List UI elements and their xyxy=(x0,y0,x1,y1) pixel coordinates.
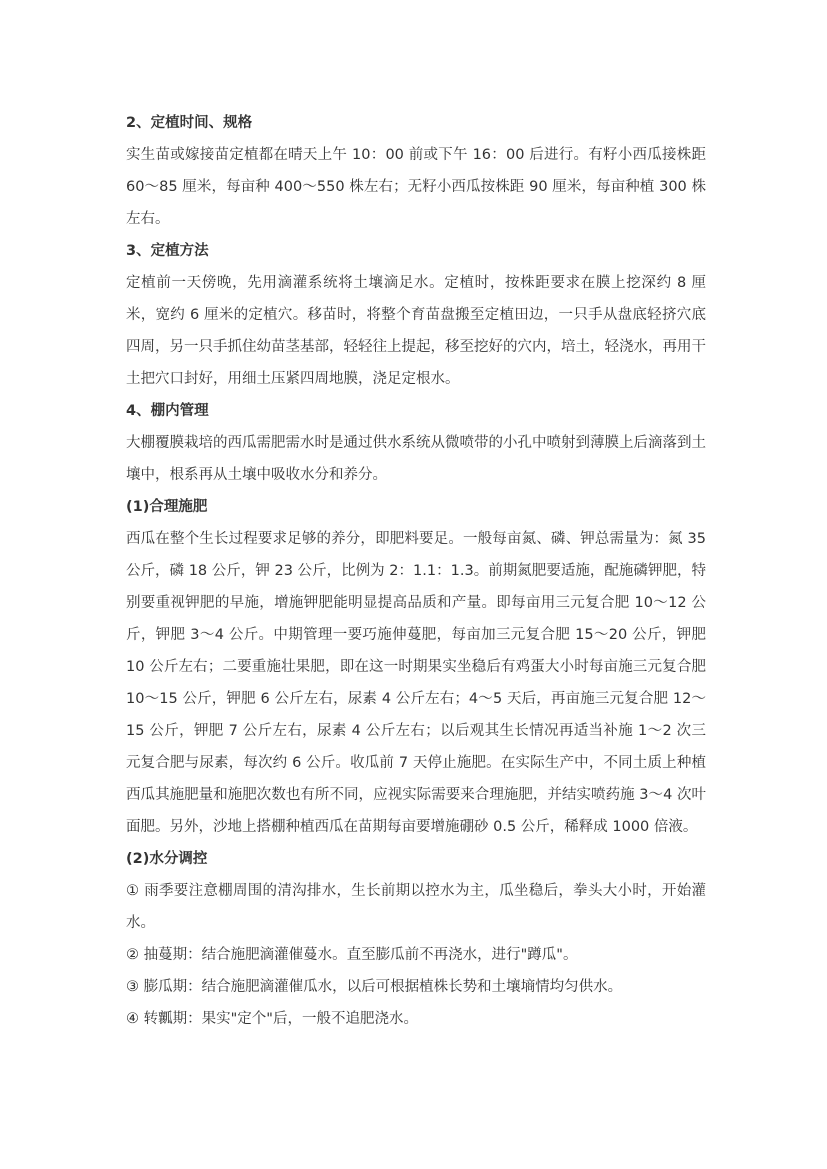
paragraph-greenhouse-management: 大棚覆膜栽培的西瓜需肥需水时是通过供水系统从微喷带的小孔中喷射到薄膜上后滴落到土壤中，根系再从土壤中吸收水分和养分。 xyxy=(126,435,706,483)
subsection-heading-fertilization: (1)合理施肥 xyxy=(126,499,208,515)
section-heading-planting-time: 2、定植时间、规格 xyxy=(126,115,253,131)
section-heading-planting-method: 3、定植方法 xyxy=(126,243,209,259)
section-heading-greenhouse-management: 4、棚内管理 xyxy=(126,403,209,419)
subsection-heading-water-control: (2)水分调控 xyxy=(126,851,208,867)
paragraph-fertilization: 西瓜在整个生长过程要求足够的养分，即肥料要足。一般每亩氮、磷、钾总需量为：氮 35 公斤，磷 18 公斤，钾 23 公斤，比例为 2：1.1：1.3。前期氮肥要适施，配施磷钾肥，特别要重视钾肥的早施，增施钾肥能明显提高品质和产量。即每亩用三元复合肥 10～12 公斤，钾肥 3～4 公斤。中期管理一要巧施伸蔓肥，每亩加三元复合肥 15～20 公斤，钾肥 10 公斤左右；二要重施壮果肥，即在这一时期果实坐稳后有鸡蛋大小时每亩施三元复合肥 10～15 公斤，钾肥 6 公斤左右，尿素 4 公斤左右；4～5 天后，再亩施三元复合肥 12～15 公斤，钾肥 7 公斤左右，尿素 4 公斤左右；以后观其生长情况再适当补施 1～2 次三元复合肥与尿素，每次约 6 公斤。收瓜前 7 天停止施肥。在实际生产中，不同土质上种植西瓜其施肥量和施肥次数也有所不同，应视实际需要来合理施肥，并结实喷药施 3～4 次叶面肥。另外，沙地上搭棚种植西瓜在苗期每亩要增施硼砂 0.5 公斤，稀释成 1000 倍液。 xyxy=(126,531,706,835)
paragraph-planting-time: 实生苗或嫁接苗定植都在晴天上午 10：00 前或下午 16：00 后进行。有籽小西瓜接株距 60～85 厘米，每亩种 400～550 株左右；无籽小西瓜按株距 90 厘米，每亩种植 300 株左右。 xyxy=(126,147,706,227)
list-item-water-3: ③ 膨瓜期：结合施肥滴灌催瓜水，以后可根据植株长势和土壤墒情均匀供水。 xyxy=(126,979,623,995)
list-item-water-1: ① 雨季要注意棚周围的清沟排水，生长前期以控水为主，瓜坐稳后，拳头大小时，开始灌水。 xyxy=(126,883,706,931)
document-body xyxy=(126,107,706,1035)
paragraph-planting-method: 定植前一天傍晚，先用滴灌系统将土壤滴足水。定植时，按株距要求在膜上挖深约 8 厘米，宽约 6 厘米的定植穴。移苗时，将整个育苗盘搬至定植田边，一只手从盘底轻挤穴底四周，另一只手抓住幼苗茎基部，轻轻往上提起，移至挖好的穴内，培土，轻浇水，再用干土把穴口封好，用细土压紧四周地膜，浇足定根水。 xyxy=(126,275,706,387)
list-item-water-2: ② 抽蔓期：结合施肥滴灌催蔓水。直至膨瓜前不再浇水，进行"蹲瓜"。 xyxy=(126,947,578,963)
list-item-water-4: ④ 转瓤期：果实"定个"后，一般不追肥浇水。 xyxy=(126,1011,418,1027)
